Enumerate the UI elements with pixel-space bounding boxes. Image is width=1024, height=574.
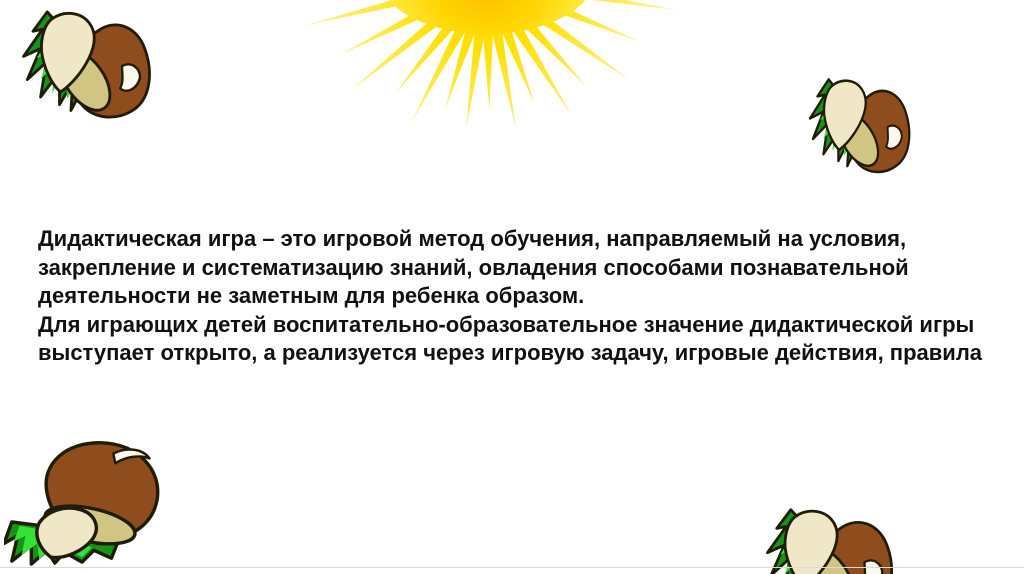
body-text-line: деятельности не заметным для ребенка образом. — [38, 283, 585, 309]
body-text-line: Дидактическая игра – это игровой метод обучения, направляемый на условия, — [38, 226, 907, 251]
sun-icon — [287, 0, 707, 150]
mushroom-top-right-icon — [804, 76, 916, 178]
body-text-line: выступает открыто, а реализуется через игровую задачу, игровые действия, правила — [38, 340, 983, 366]
mushroom-bottom-right-icon — [760, 506, 900, 574]
mushroom-bottom-left-icon — [4, 434, 170, 566]
body-text-line: закрепление и систематизацию знаний, овладения способами познавательной — [38, 254, 909, 280]
mushroom-top-left-icon — [16, 8, 158, 124]
slide-bottom-edge — [0, 567, 1024, 568]
body-text-line: Для играющих детей воспитательно-образовательное значение дидактической игры — [38, 311, 975, 337]
body-text — [38, 225, 1024, 368]
